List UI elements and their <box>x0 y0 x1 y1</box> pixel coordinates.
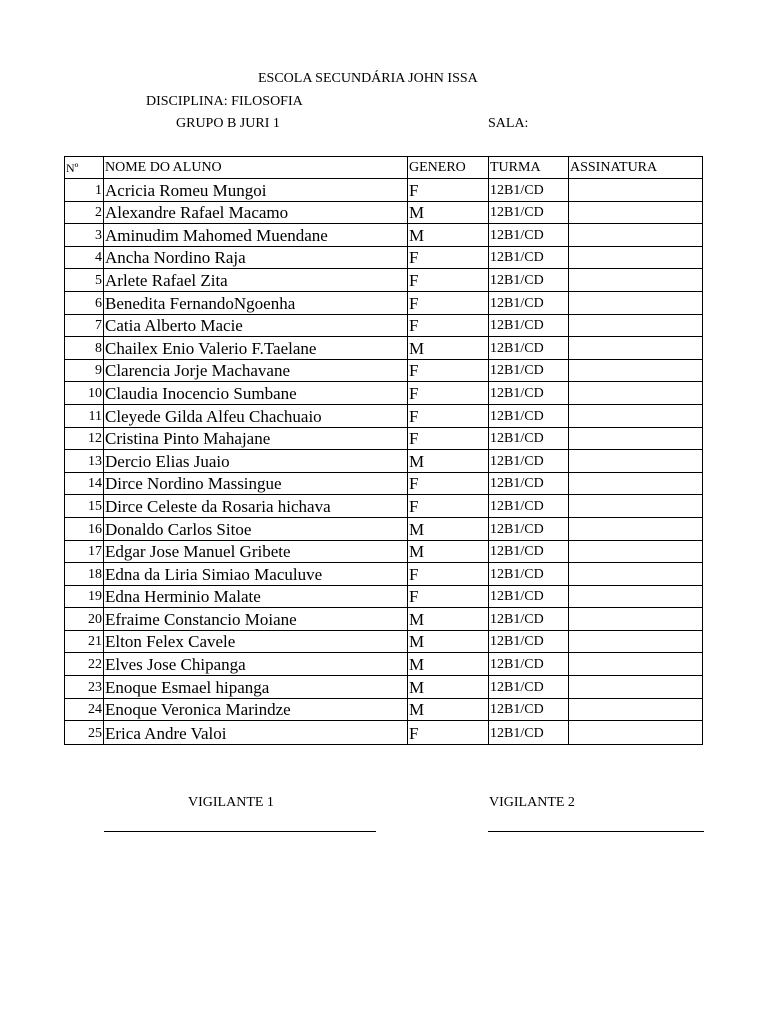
signature-cell <box>569 541 702 563</box>
signature-cell <box>569 360 702 382</box>
student-name: Alexandre Rafael Macamo <box>104 202 408 224</box>
table-row <box>65 247 702 270</box>
signature-cell <box>569 518 702 540</box>
table-row <box>65 405 702 428</box>
table-row <box>65 179 702 202</box>
student-gender: F <box>408 360 489 382</box>
student-class: 12B1/CD <box>489 653 569 675</box>
column-header-signature: ASSINATURA <box>570 160 658 175</box>
student-gender: F <box>408 495 489 517</box>
student-class: 12B1/CD <box>489 360 569 382</box>
table-row <box>65 360 702 383</box>
student-class: 12B1/CD <box>489 699 569 721</box>
table-row <box>65 337 702 360</box>
student-gender: M <box>408 224 489 246</box>
vigilante-1-label: VIGILANTE 1 <box>188 795 274 810</box>
table-header-row <box>65 157 702 179</box>
row-number: 9 <box>65 360 104 382</box>
student-name: Benedita FernandoNgoenha <box>104 292 408 314</box>
signature-cell <box>569 405 702 427</box>
student-name: Edna da Liria Simiao Maculuve <box>104 563 408 585</box>
vigilante-2-label: VIGILANTE 2 <box>489 795 575 810</box>
row-number: 3 <box>65 224 104 246</box>
student-class: 12B1/CD <box>489 269 569 291</box>
student-class: 12B1/CD <box>489 473 569 495</box>
student-gender: F <box>408 473 489 495</box>
row-number: 20 <box>65 608 104 630</box>
student-class: 12B1/CD <box>489 631 569 653</box>
table-row <box>65 608 702 631</box>
signature-cell <box>569 382 702 404</box>
student-class: 12B1/CD <box>489 721 569 744</box>
student-gender: F <box>408 179 489 201</box>
student-name: Acricia Romeu Mungoi <box>104 179 408 201</box>
student-gender: F <box>408 586 489 608</box>
student-class: 12B1/CD <box>489 247 569 269</box>
school-name: ESCOLA SECUNDÁRIA JOHN ISSA <box>258 71 478 86</box>
table-row <box>65 202 702 225</box>
student-name: Enoque Esmael hipanga <box>104 676 408 698</box>
student-name: Efraime Constancio Moiane <box>104 608 408 630</box>
student-name: Donaldo Carlos Sitoe <box>104 518 408 540</box>
student-name: Aminudim Mahomed Muendane <box>104 224 408 246</box>
row-number: 16 <box>65 518 104 540</box>
signature-cell <box>569 653 702 675</box>
attendance-table <box>64 156 703 745</box>
signature-cell <box>569 563 702 585</box>
signature-cell <box>569 473 702 495</box>
table-row <box>65 269 702 292</box>
signature-cell <box>569 721 702 744</box>
row-number: 14 <box>65 473 104 495</box>
student-class: 12B1/CD <box>489 292 569 314</box>
row-number: 10 <box>65 382 104 404</box>
table-row <box>65 382 702 405</box>
student-gender: M <box>408 541 489 563</box>
group-line: GRUPO B JURI 1 <box>176 116 280 131</box>
table-row <box>65 495 702 518</box>
table-row <box>65 653 702 676</box>
row-number: 24 <box>65 699 104 721</box>
student-name: Chailex Enio Valerio F.Taelane <box>104 337 408 359</box>
table-row <box>65 224 702 247</box>
signature-cell <box>569 631 702 653</box>
signature-cell <box>569 699 702 721</box>
column-header-name: NOME DO ALUNO <box>104 157 408 178</box>
student-name: Dercio Elias Juaio <box>104 450 408 472</box>
student-gender: M <box>408 337 489 359</box>
student-class: 12B1/CD <box>489 563 569 585</box>
student-gender: M <box>408 608 489 630</box>
signature-cell <box>569 292 702 314</box>
table-row <box>65 699 702 722</box>
student-gender: M <box>408 631 489 653</box>
student-gender: M <box>408 450 489 472</box>
row-number: 4 <box>65 247 104 269</box>
student-name: Cleyede Gilda Alfeu Chachuaio <box>104 405 408 427</box>
student-class: 12B1/CD <box>489 337 569 359</box>
student-class: 12B1/CD <box>489 428 569 450</box>
row-number: 6 <box>65 292 104 314</box>
row-number: 5 <box>65 269 104 291</box>
table-row <box>65 428 702 451</box>
student-class: 12B1/CD <box>489 608 569 630</box>
table-row <box>65 631 702 654</box>
table-row <box>65 518 702 541</box>
vigilante-1-signature-line <box>104 831 376 832</box>
student-class: 12B1/CD <box>489 202 569 224</box>
signature-cell <box>569 676 702 698</box>
signature-cell <box>569 450 702 472</box>
signature-cell <box>569 202 702 224</box>
row-number: 25 <box>65 721 104 744</box>
signature-cell <box>569 495 702 517</box>
student-class: 12B1/CD <box>489 676 569 698</box>
student-name: Clarencia Jorje Machavane <box>104 360 408 382</box>
column-header-class: TURMA <box>489 157 569 178</box>
student-name: Ancha Nordino Raja <box>104 247 408 269</box>
student-gender: F <box>408 269 489 291</box>
row-number: 22 <box>65 653 104 675</box>
student-gender: F <box>408 247 489 269</box>
row-number: 21 <box>65 631 104 653</box>
student-name: Cristina Pinto Mahajane <box>104 428 408 450</box>
table-row <box>65 586 702 609</box>
signature-cell <box>569 179 702 201</box>
signature-cell <box>569 269 702 291</box>
student-name: Catia Alberto Macie <box>104 315 408 337</box>
row-number: 1 <box>65 179 104 201</box>
column-header-number: Nº <box>65 157 104 178</box>
signature-cell <box>569 224 702 246</box>
table-row <box>65 292 702 315</box>
row-number: 2 <box>65 202 104 224</box>
row-number: 13 <box>65 450 104 472</box>
signature-cell <box>569 608 702 630</box>
student-gender: F <box>408 382 489 404</box>
student-name: Arlete Rafael Zita <box>104 269 408 291</box>
signature-cell <box>569 315 702 337</box>
student-name: Dirce Nordino Massingue <box>104 473 408 495</box>
row-number: 23 <box>65 676 104 698</box>
student-name: Claudia Inocencio Sumbane <box>104 382 408 404</box>
student-class: 12B1/CD <box>489 495 569 517</box>
row-number: 7 <box>65 315 104 337</box>
student-class: 12B1/CD <box>489 405 569 427</box>
student-class: 12B1/CD <box>489 382 569 404</box>
vigilante-2-signature-line <box>488 831 704 832</box>
student-gender: F <box>408 428 489 450</box>
student-class: 12B1/CD <box>489 518 569 540</box>
table-row <box>65 676 702 699</box>
student-name: Enoque Veronica Marindze <box>104 699 408 721</box>
row-number: 18 <box>65 563 104 585</box>
signature-cell <box>569 586 702 608</box>
student-class: 12B1/CD <box>489 586 569 608</box>
table-row <box>65 721 702 744</box>
signature-cell <box>569 247 702 269</box>
student-class: 12B1/CD <box>489 541 569 563</box>
student-gender: F <box>408 721 489 744</box>
student-gender: M <box>408 676 489 698</box>
student-gender: F <box>408 315 489 337</box>
student-class: 12B1/CD <box>489 450 569 472</box>
student-gender: F <box>408 292 489 314</box>
row-number: 15 <box>65 495 104 517</box>
table-row <box>65 315 702 338</box>
student-gender: M <box>408 202 489 224</box>
student-gender: M <box>408 699 489 721</box>
student-gender: M <box>408 518 489 540</box>
row-number: 12 <box>65 428 104 450</box>
room-label: SALA: <box>488 116 529 131</box>
row-number: 11 <box>65 405 104 427</box>
student-name: Dirce Celeste da Rosaria hichava <box>104 495 408 517</box>
table-row <box>65 450 702 473</box>
student-gender: M <box>408 653 489 675</box>
row-number: 17 <box>65 541 104 563</box>
student-name: Edna Herminio Malate <box>104 586 408 608</box>
student-gender: F <box>408 405 489 427</box>
signature-cell <box>569 428 702 450</box>
row-number: 8 <box>65 337 104 359</box>
table-row <box>65 473 702 496</box>
student-gender: F <box>408 563 489 585</box>
column-header-gender: GENERO <box>408 157 489 178</box>
student-class: 12B1/CD <box>489 179 569 201</box>
table-row <box>65 541 702 564</box>
student-class: 12B1/CD <box>489 315 569 337</box>
student-name: Erica Andre Valoi <box>104 721 408 744</box>
row-number: 19 <box>65 586 104 608</box>
signature-cell <box>569 337 702 359</box>
student-name: Edgar Jose Manuel Gribete <box>104 541 408 563</box>
subject-line: DISCIPLINA: FILOSOFIA <box>146 94 303 109</box>
student-name: Elves Jose Chipanga <box>104 653 408 675</box>
student-class: 12B1/CD <box>489 224 569 246</box>
table-row <box>65 563 702 586</box>
student-name: Elton Felex Cavele <box>104 631 408 653</box>
